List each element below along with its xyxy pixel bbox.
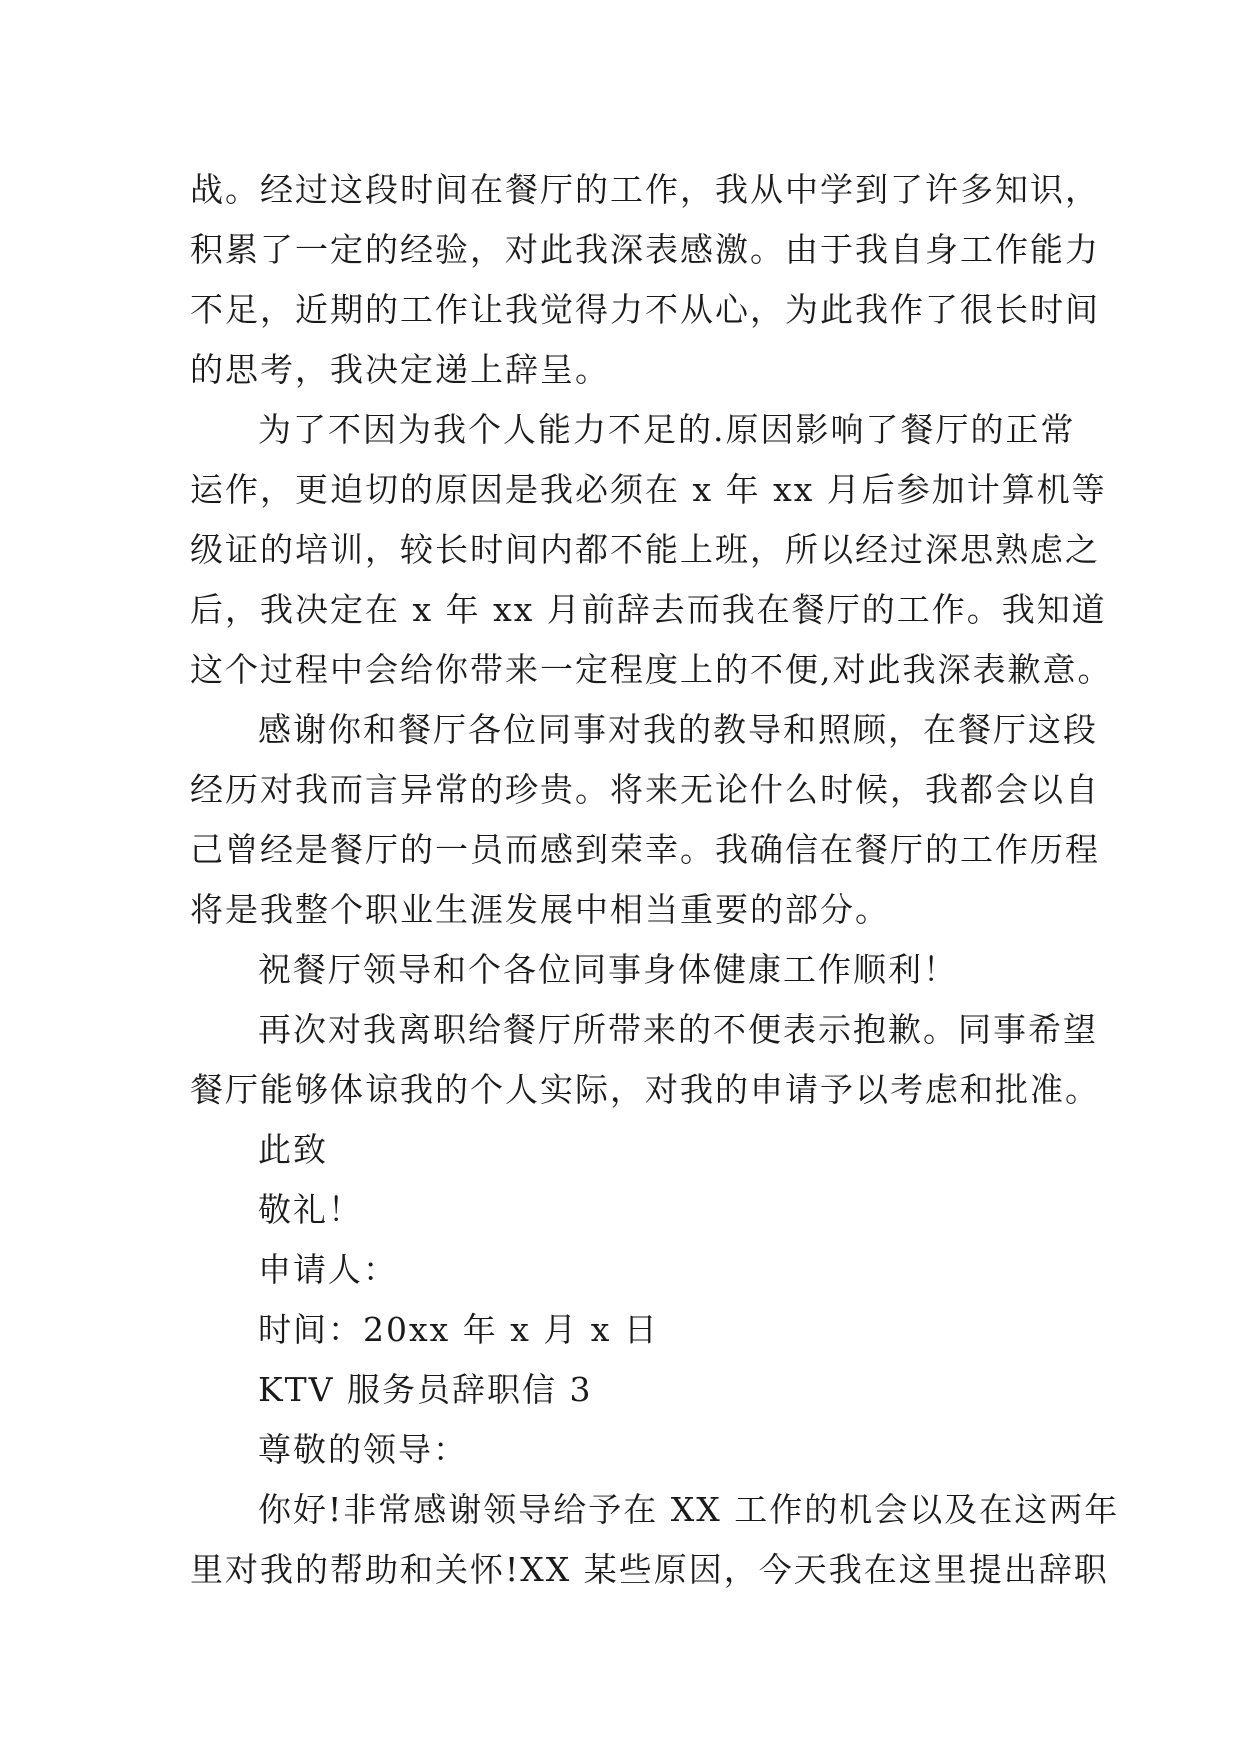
text-line: 申请人：	[258, 1250, 398, 1289]
text-line: 里对我的帮助和关怀!XX 某些原因，今天我在这里提出辞职	[190, 1550, 1109, 1589]
text-line: 祝餐厅领导和个各位同事身体健康工作顺利！	[258, 950, 958, 989]
text-line: 为了不因为我个人能力不足的.原因影响了餐厅的正常	[258, 410, 1076, 449]
text-line: 积累了一定的经验，对此我深表感激。由于我自身工作能力	[190, 230, 1100, 269]
text-line: 尊敬的领导：	[258, 1430, 468, 1469]
text-line: 级证的培训，较长时间内都不能上班，所以经过深思熟虑之	[190, 530, 1100, 569]
text-line: 餐厅能够体谅我的个人实际，对我的申请予以考虑和批准。	[190, 1070, 1100, 1109]
text-line: 此致	[258, 1130, 328, 1169]
text-line: 经历对我而言异常的珍贵。将来无论什么时候，我都会以自	[190, 770, 1100, 809]
text-line: 的思考，我决定递上辞呈。	[190, 350, 610, 389]
text-line: 后，我决定在 x 年 xx 月前辞去而我在餐厅的工作。我知道	[190, 590, 1107, 629]
text-line: 不足，近期的工作让我觉得力不从心，为此我作了很长时间	[190, 290, 1100, 329]
text-line: 感谢你和餐厅各位同事对我的教导和照顾，在餐厅这段	[258, 710, 1098, 749]
text-line: 再次对我离职给餐厅所带来的不便表示抱歉。同事希望	[258, 1010, 1098, 1049]
text-line: 己曾经是餐厅的一员而感到荣幸。我确信在餐厅的工作历程	[190, 830, 1100, 869]
text-line: 这个过程中会给你带来一定程度上的不便,对此我深表歉意。	[190, 650, 1113, 689]
text-line: 运作，更迫切的原因是我必须在 x 年 xx 月后参加计算机等	[190, 470, 1107, 509]
text-line: 将是我整个职业生涯发展中相当重要的部分。	[190, 890, 890, 929]
document-body	[190, 160, 1120, 1600]
text-line: 战。经过这段时间在餐厅的工作，我从中学到了许多知识，	[190, 170, 1100, 209]
text-line: 你好!非常感谢领导给予在 XX 工作的机会以及在这两年	[258, 1490, 1120, 1529]
text-line: 敬礼！	[258, 1190, 363, 1229]
text-line: 时间：20xx 年 x 月 x 日	[258, 1310, 659, 1349]
text-line: KTV 服务员辞职信 3	[258, 1370, 593, 1409]
